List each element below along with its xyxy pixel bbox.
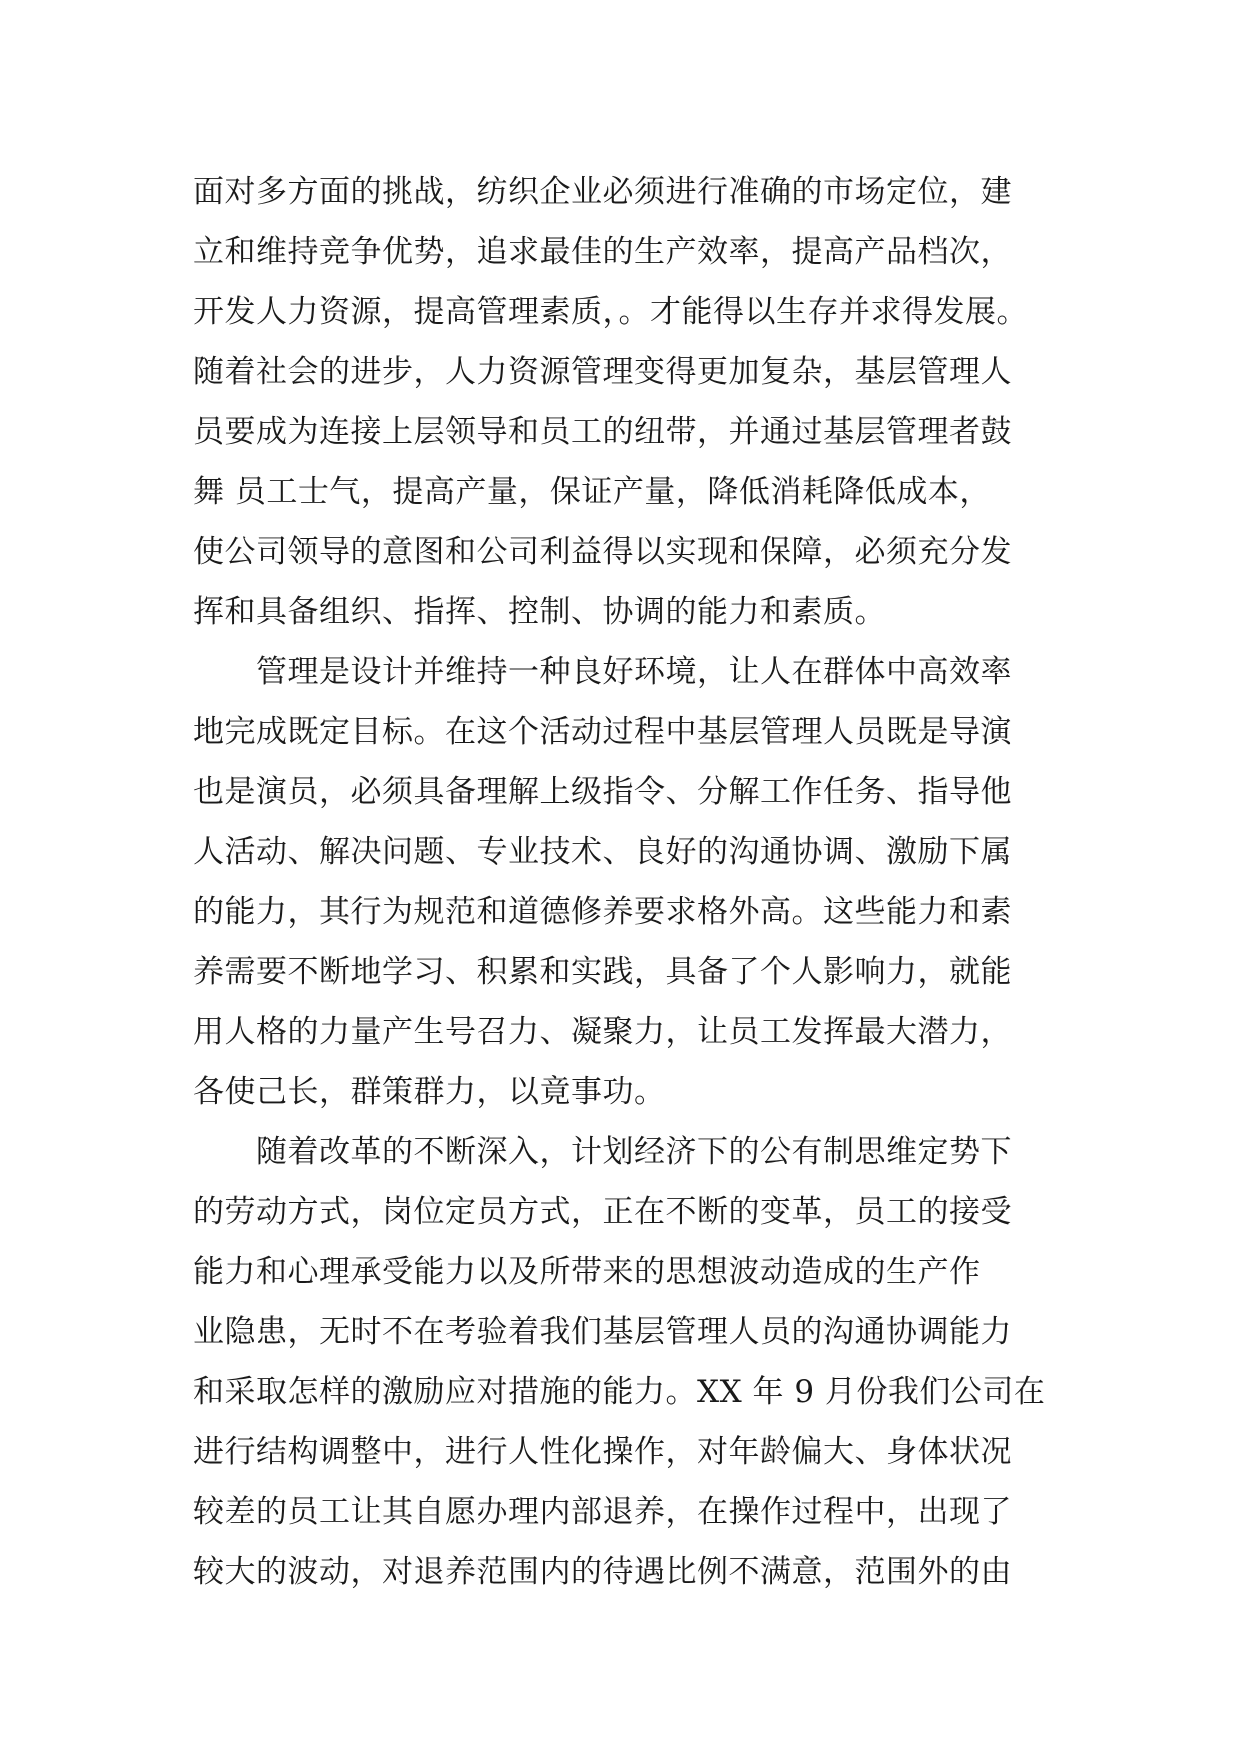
text-line: 和采取怎样的激励应对措施的能力。XX 年 9 月份我们公司在 (193, 1374, 1046, 1410)
text-line: 业隐患，无时不在考验着我们基层管理人员的沟通协调能力 (193, 1314, 1012, 1350)
text-line: 能力和心理承受能力以及所带来的思想波动造成的生产作 (193, 1254, 981, 1290)
text-line: 较大的波动，对退养范围内的待遇比例不满意，范围外的由 (193, 1554, 1012, 1590)
text-line: 随着社会的进步，人力资源管理变得更加复杂，基层管理人 (193, 354, 1012, 390)
text-line: 舞 员工士气，提高产量，保证产量，降低消耗降低成本， (193, 474, 991, 510)
text-line: 较差的员工让其自愿办理内部退养，在操作过程中，出现了 (193, 1494, 1012, 1530)
text-line: 人活动、解决问题、专业技术、良好的沟通协调、激励下属 (193, 834, 1012, 870)
text-line: 进行结构调整中，进行人性化操作，对年龄偏大、身体状况 (193, 1434, 1012, 1470)
text-line: 的劳动方式，岗位定员方式，正在不断的变革，员工的接受 (193, 1194, 1012, 1230)
text-line: 员要成为连接上层领导和员工的纽带，并通过基层管理者鼓 (193, 414, 1012, 450)
text-line: 用人格的力量产生号召力、凝聚力，让员工发挥最大潜力， (193, 1014, 1012, 1050)
text-line: 也是演员，必须具备理解上级指令、分解工作任务、指导他 (193, 774, 1012, 810)
text-line: 各使己长，群策群力，以竟事功。 (193, 1074, 666, 1110)
text-line: 开发人力资源，提高管理素质，。才能得以生存并求得发展。 (193, 294, 1028, 330)
text-line: 挥和具备组织、指挥、控制、协调的能力和素质。 (193, 594, 886, 630)
body-text (193, 162, 1073, 1602)
text-line: 使公司领导的意图和公司利益得以实现和保障，必须充分发 (193, 534, 1012, 570)
text-line: 的能力，其行为规范和道德修养要求格外高。这些能力和素 (193, 894, 1012, 930)
text-line: 养需要不断地学习、积累和实践，具备了个人影响力，就能 (193, 954, 1012, 990)
text-line: 立和维持竞争优势，追求最佳的生产效率，提高产品档次， (193, 234, 1012, 270)
text-line: 面对多方面的挑战，纺织企业必须进行准确的市场定位，建 (193, 174, 1012, 210)
text-line: 地完成既定目标。在这个活动过程中基层管理人员既是导演 (193, 714, 1012, 750)
text-line: 随着改革的不断深入，计划经济下的公有制思维定势下 (193, 1134, 1012, 1170)
text-line: 管理是设计并维持一种良好环境，让人在群体中高效率 (193, 654, 1012, 690)
